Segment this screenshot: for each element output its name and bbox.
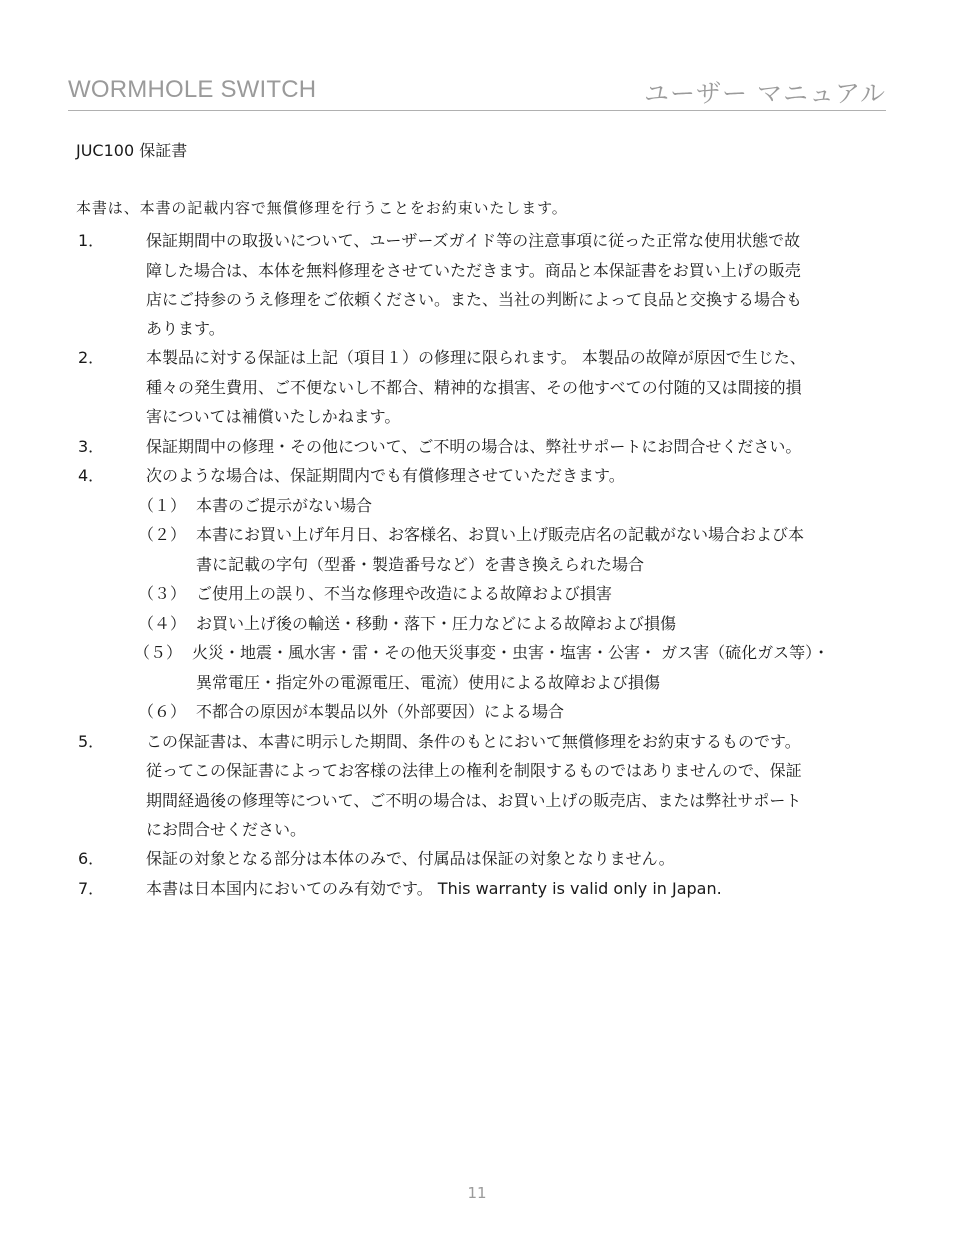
- item-line: 本書は日本国内においてのみ有効です。 This warranty is valid only in Japan.: [146, 879, 722, 898]
- intro-text: 本書は、本書の記載内容で無償修理を行うことをお約束いたします。: [76, 199, 568, 217]
- item-number: 6．: [78, 849, 105, 868]
- document-title: JUC100 保証書: [76, 141, 188, 160]
- subitem-line: お買い上げ後の輸送・移動・落下・圧力などによる故障および損傷: [196, 614, 677, 633]
- item-number: 4．: [78, 466, 105, 485]
- subitem-line: 書に記載の字句（型番・製造番号など）を書き換えられた場合: [196, 555, 645, 574]
- subitem-line: ご使用上の誤り、不当な修理や改造による故障および損害: [196, 584, 613, 603]
- item-line: 保証期間中の取扱いについて、ユーザーズガイド等の注意事項に従った正常な使用状態で故: [146, 231, 801, 250]
- subitem-number: （３）: [138, 584, 187, 603]
- item-number: 7．: [78, 879, 105, 898]
- item-line: 期間経過後の修理等について、ご不明の場合は、お買い上げの販売店、または弊社サポート: [146, 791, 802, 810]
- subitem-number: （２）: [138, 525, 187, 544]
- item-line: 次のような場合は、保証期間内でも有償修理させていただきます。: [146, 466, 625, 485]
- item-number: 1．: [78, 231, 105, 250]
- item-line: 従ってこの保証書によってお客様の法律上の権利を制限するものではありませんので、保証: [146, 761, 802, 780]
- item-line: 店にご持参のうえ修理をご依頼ください。また、当社の判断によって良品と交換する場合も: [146, 290, 803, 309]
- subitem-line: 火災・地震・風水害・雷・その他天災事変・虫害・塩害・公害・ ガス害（硫化ガス等）・: [192, 643, 830, 662]
- item-number: 5．: [78, 732, 105, 751]
- item-line: あります。: [146, 319, 225, 338]
- subitem-number: （６）: [138, 702, 187, 721]
- page-header: [68, 74, 886, 111]
- brand-name: WORMHOLE SWITCH: [68, 76, 317, 103]
- item-line: 保証期間中の修理・その他について、ご不明の場合は、弊社サポートにお問合せください。: [146, 437, 802, 456]
- subitem-number: （５）: [134, 643, 183, 662]
- item-line: にお問合せください。: [146, 820, 307, 839]
- item-line: この保証書は、本書に明示した期間、条件のもとにおいて無償修理をお約束するものです。: [146, 732, 801, 751]
- subitem-line: 本書のご提示がない場合: [196, 496, 373, 515]
- item-line: 保証の対象となる部分は本体のみで、付属品は保証の対象となりません。: [146, 849, 675, 868]
- item-line: 障した場合は、本体を無料修理をさせていただきます。商品と本保証書をお買い上げの販売: [146, 261, 801, 280]
- subitem-line: 本書にお買い上げ年月日、お客様名、お買い上げ販売店名の記載がない場合および本: [196, 525, 805, 544]
- subitem-line: 異常電圧・指定外の電源電圧、電流）使用による故障および損傷: [196, 673, 661, 692]
- item-number: 3．: [78, 437, 105, 456]
- manual-title: ユーザー マニュアル: [644, 79, 886, 108]
- subitem-number: （１）: [138, 496, 187, 515]
- item-line: 本製品に対する保証は上記（項目１）の修理に限られます。 本製品の故障が原因で生じた、: [146, 348, 806, 367]
- item-line: 種々の発生費用、ご不便ないし不都合、精神的な損害、その他すべての付随的又は間接的損: [146, 378, 802, 397]
- page-number: 11: [467, 1184, 487, 1202]
- item-line: 害については補償いたしかねます。: [146, 407, 401, 426]
- item-number: 2．: [78, 348, 105, 367]
- subitem-line: 不都合の原因が本製品以外（外部要因）による場合: [196, 702, 565, 721]
- subitem-number: （４）: [138, 614, 187, 633]
